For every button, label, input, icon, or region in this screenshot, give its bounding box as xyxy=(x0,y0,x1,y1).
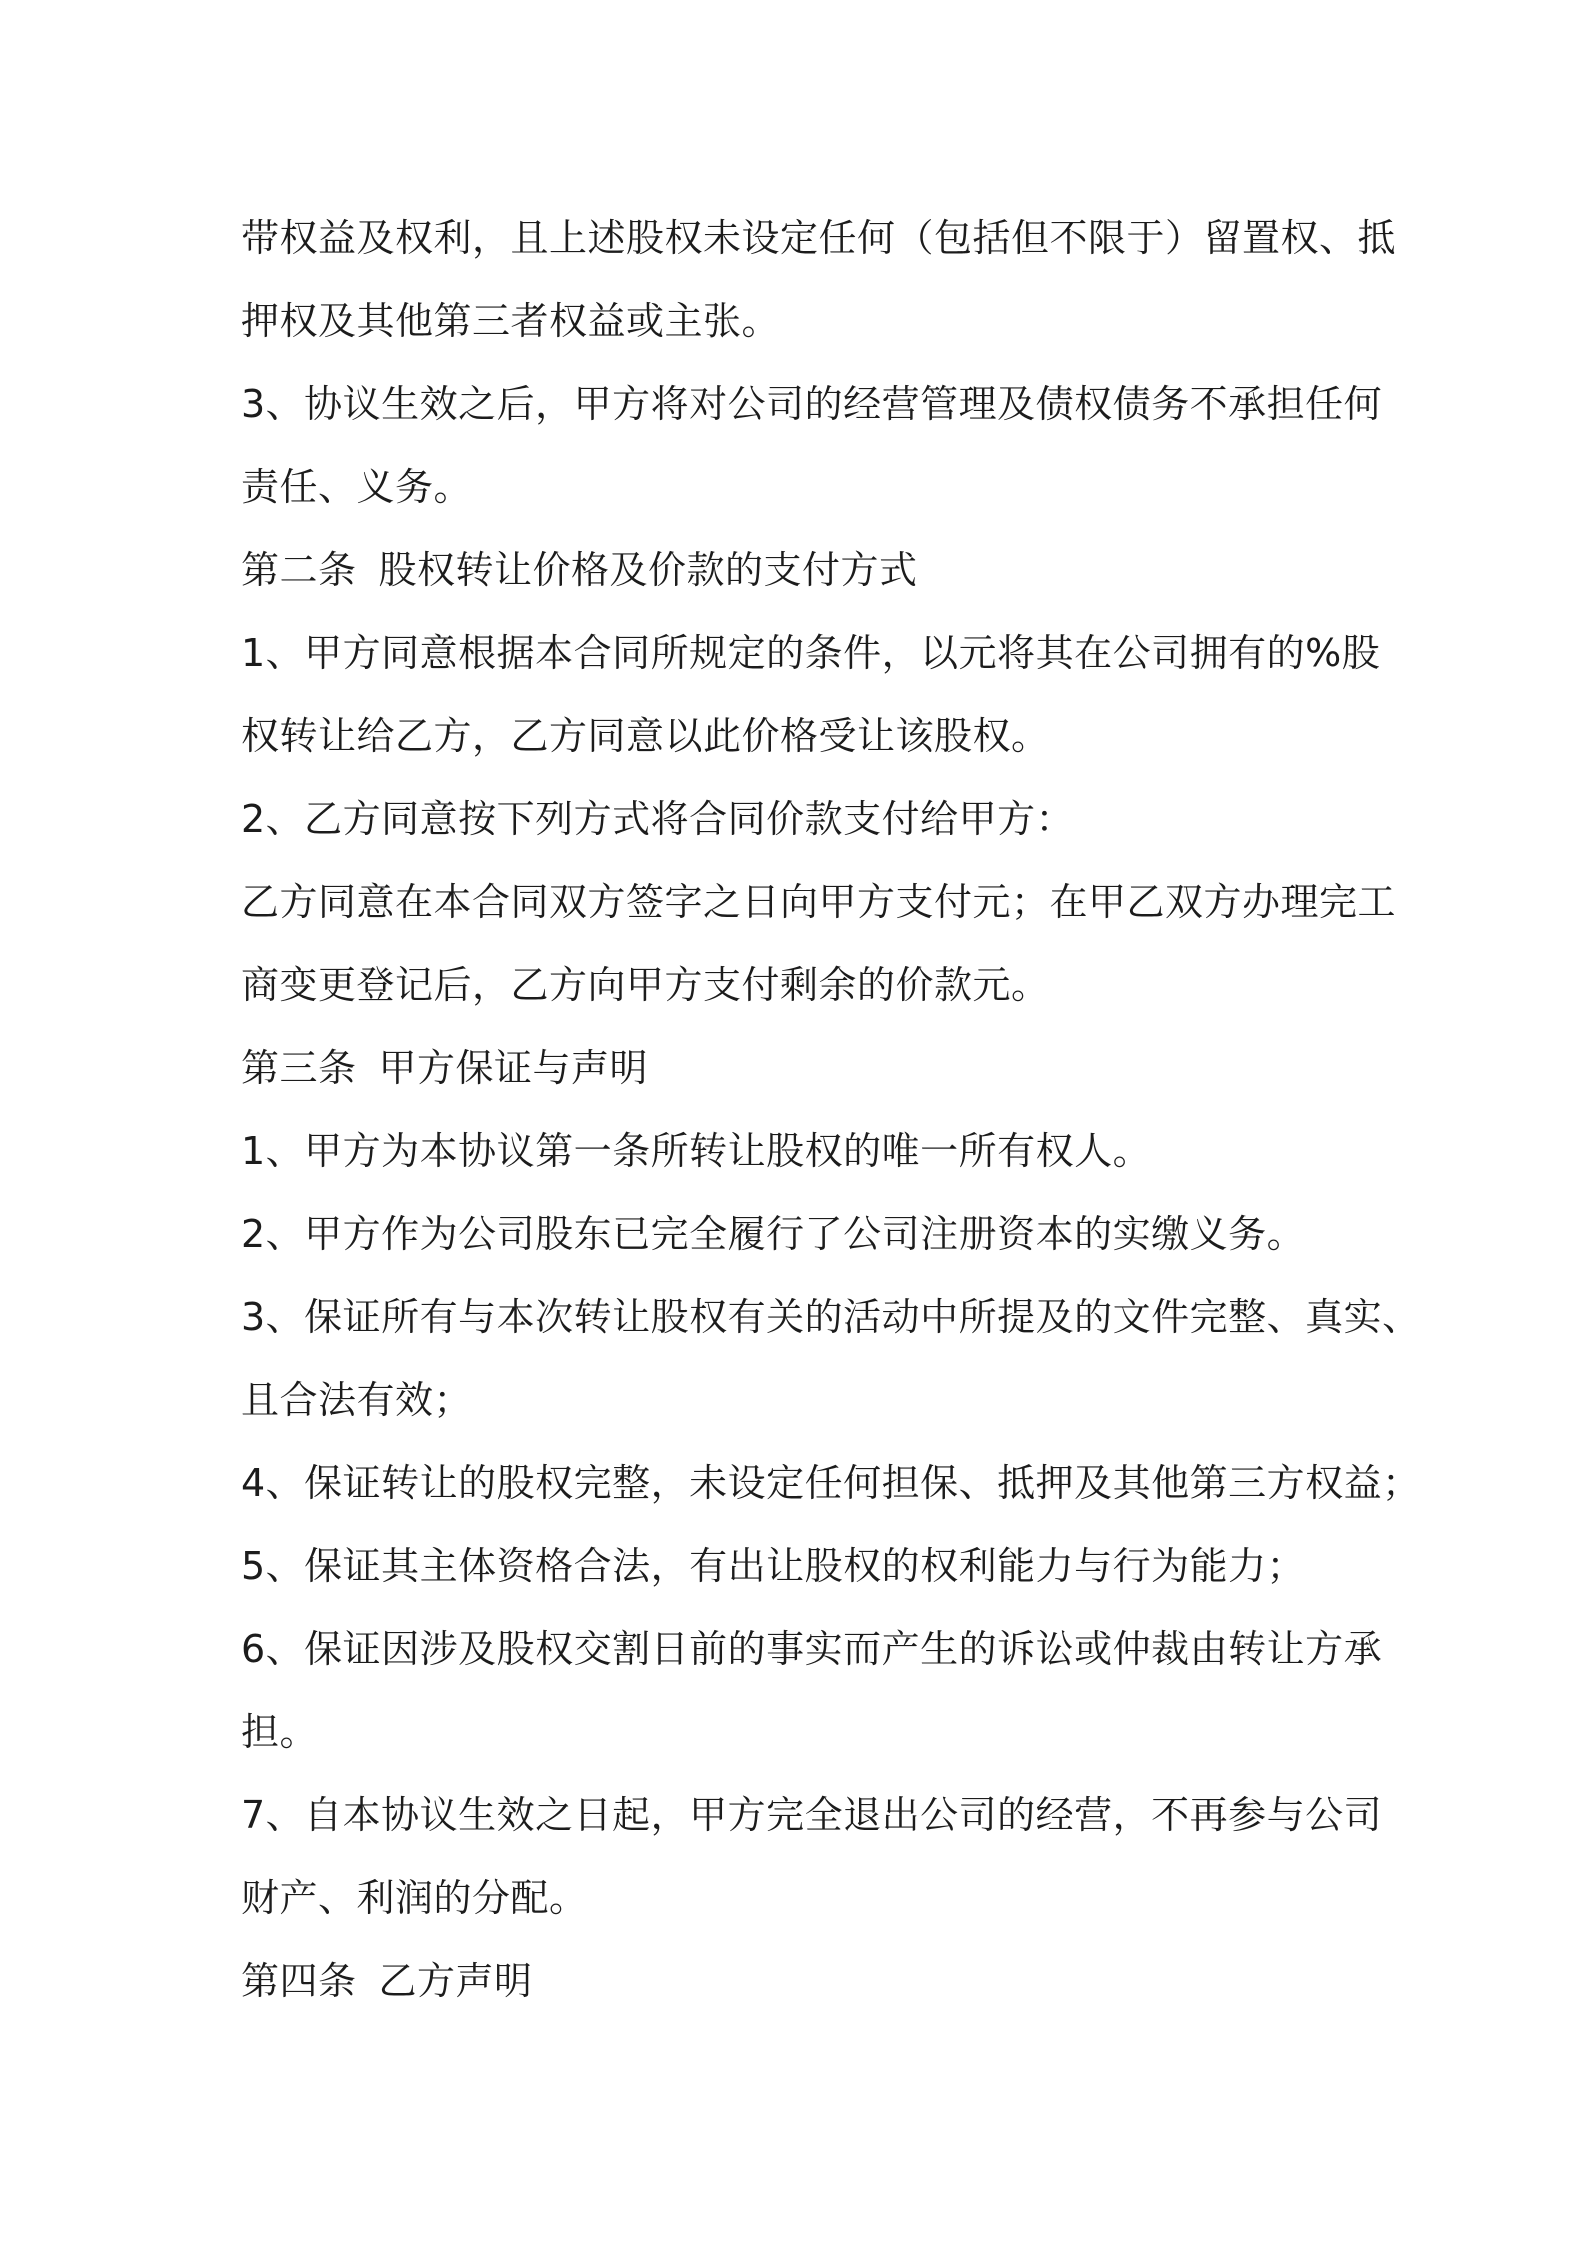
document-body xyxy=(241,197,1421,2023)
article-number: 第二条 xyxy=(241,548,357,592)
clause-line: 1、甲方为本协议第一条所转让股权的唯一所有权人。 xyxy=(241,1129,1152,1173)
body-line: 担。 xyxy=(241,1710,319,1754)
article-heading xyxy=(241,1940,1386,2023)
article-number: 第四条 xyxy=(241,1959,357,2003)
body-line: 商变更登记后，乙方向甲方支付剩余的价款元。 xyxy=(241,963,1050,1007)
body-line: 权转让给乙方，乙方同意以此价格受让该股权。 xyxy=(241,714,1050,758)
clause-line: 6、保证因涉及股权交割日前的事实而产生的诉讼或仲裁由转让方承 xyxy=(241,1627,1383,1671)
article-title: 股权转让价格及价款的支付方式 xyxy=(378,548,918,592)
body-line: 带权益及权利，且上述股权未设定任何（包括但不限于）留置权、抵 xyxy=(241,216,1397,260)
body-line: 财产、利润的分配。 xyxy=(241,1876,588,1920)
clause-line: 2、甲方作为公司股东已完全履行了公司注册资本的实缴义务。 xyxy=(241,1212,1306,1256)
article-heading xyxy=(241,1027,1386,1110)
article-heading xyxy=(241,529,1386,612)
clause-line: 7、自本协议生效之日起，甲方完全退出公司的经营，不再参与公司 xyxy=(241,1793,1383,1837)
article-title: 乙方声明 xyxy=(378,1959,533,2003)
clause-line: 4、保证转让的股权完整，未设定任何担保、抵押及其他第三方权益； xyxy=(241,1461,1421,1505)
clause-line: 5、保证其主体资格合法，有出让股权的权利能力与行为能力； xyxy=(241,1544,1306,1588)
body-line: 乙方同意在本合同双方签字之日向甲方支付元；在甲乙双方办理完工 xyxy=(241,880,1397,924)
body-line: 押权及其他第三者权益或主张。 xyxy=(241,299,781,343)
article-title: 甲方保证与声明 xyxy=(378,1046,649,1090)
clause-line: 3、协议生效之后，甲方将对公司的经营管理及债权债务不承担任何 xyxy=(241,382,1383,426)
clause-line: 3、保证所有与本次转让股权有关的活动中所提及的文件完整、真实、 xyxy=(241,1295,1421,1339)
clause-line: 2、乙方同意按下列方式将合同价款支付给甲方： xyxy=(241,797,1075,841)
article-number: 第三条 xyxy=(241,1046,357,1090)
body-line: 且合法有效； xyxy=(241,1378,473,1422)
clause-line: 1、甲方同意根据本合同所规定的条件，以元将其在公司拥有的%股 xyxy=(241,631,1381,675)
body-line: 责任、义务。 xyxy=(241,465,473,509)
